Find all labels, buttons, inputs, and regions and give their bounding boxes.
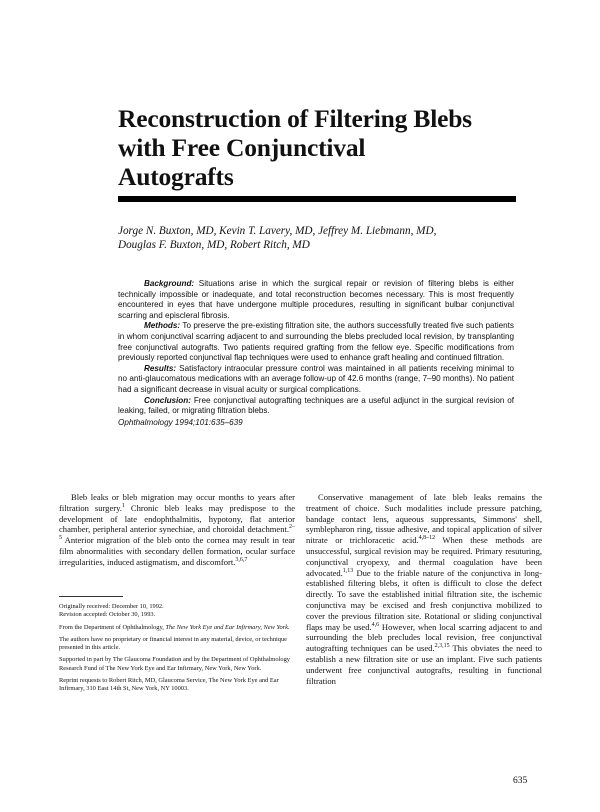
background-text: Situations arise in which the surgical repair or revision of filtering blebs is either technically impossible or inadequate, and total reconstruction becomes necessary. This is most frequently encountered in eyes that have undergone multiple procedures, resulting in significant bulbar conjunctival scarring and episcleral fibrosis.: [118, 279, 514, 320]
footnote-rule: [59, 596, 123, 597]
methods-label: Methods:: [144, 321, 181, 331]
text-segment: However, when local scarring adjacent to and surrounding the bleb precludes local revision, free conjunctival autografting techniques can be used.: [306, 621, 543, 654]
author-list: [118, 224, 538, 252]
reference-marker: 2,3,15: [434, 643, 450, 650]
text-segment: Due to the friable nature of the conjunctiva in long-established filtering blebs, it often is difficult to close the defect directly. To save the established initial filtration site, the ischemic conjunctiva may be excised and fresh conjunctiva mobilized to cover the previous filtration site. Rotational or sliding conjunctival flaps may be used.: [306, 567, 542, 632]
results-text: Satisfactory intraocular pressure control was maintained in all patients receiving minimal to no anti-glaucomatous medications with an average follow-up of 42.6 months (range, 7–90 months). No patient had a significant decrease in visual acuity or surgical complications.: [118, 363, 514, 394]
title-rule: [118, 196, 516, 202]
reference-marker: 3,6,7: [235, 556, 248, 563]
abstract-methods: [118, 321, 514, 363]
body-column-left: [59, 492, 295, 568]
body-column-right: [306, 492, 542, 686]
results-label: Results:: [144, 363, 177, 373]
text-segment: Conservative management of late bleb leaks remains the treatment of choice. Such modalities include pressure patching, bandage contact lens, aqueous suppressants, Simmons' shell, symblepharon ring, tissue adhesive, and topical application of silver nitrate or trichloracetic acid.: [306, 492, 542, 546]
text-segment: When these methods are unsuccessful, surgical revision may be required. Primary resuturing, conjunctival cryopexy, and thermal coagulation have been advocated.: [306, 535, 542, 578]
conclusion-label: Conclusion:: [144, 395, 191, 405]
abstract-citation: Ophthalmology 1994;101:635–639: [118, 417, 243, 427]
abstract: [118, 279, 514, 428]
text-segment: Anterior migration of the bleb onto the cornea may result in tear film abnormalities with secondary dellen formation, ocular surface irregularities, induced astigmatism, and discomfort.: [59, 535, 295, 567]
author-line-1: Jorge N. Buxton, MD, Kevin T. Lavery, MD, Jeffrey M. Liebmann, MD,: [118, 225, 437, 237]
abstract-results: [118, 364, 514, 396]
methods-text: To preserve the pre-existing filtration site, the authors successfully treated five such patients in whom conjunctival scarring adjacent to and surrounding the blebs precluded local revision, by transplanting free conjunctival autografts. Two patients required grafting from the fellow eye. Specific modifications from previously reported conjunctival flap techniques were used to enhance graft healing and continued filtration.: [118, 321, 514, 363]
author-line-2: Douglas F. Buxton, MD, Robert Ritch, MD: [118, 239, 310, 251]
reference-marker: 4,8–12: [418, 535, 436, 542]
revision-date: Revision accepted: October 30, 1993.: [59, 611, 156, 619]
footnote-affiliation: [59, 624, 295, 632]
footnote-dates: [59, 603, 295, 620]
paragraph-management: [306, 492, 542, 686]
footnote-reprints: Reprint requests to Robert Ritch, MD, Glaucoma Service, The New York Eye and Ear Infirmary, 310 East 14th St, New York, NY 10003.: [59, 677, 279, 693]
background-label: Background:: [144, 279, 195, 288]
conclusion-text: Free conjunctival autografting techniques are a useful adjunct in the surgical revision of leaking, failed, or migrating filtration blebs.: [118, 395, 514, 416]
title-line-1: Reconstruction of Filtering Blebs: [118, 104, 472, 133]
text-segment: Chronic bleb leaks may predispose to the development of late endophthalmitis, hypotony, flat anterior chamber, peripheral anterior synechiae, and choroidal detachment.: [59, 502, 295, 535]
abstract-background: [118, 279, 514, 321]
reference-marker: 2–5: [59, 524, 295, 542]
affiliation-prefix: From the Department of Ophthalmology,: [59, 623, 166, 631]
title-line-3: Autografts: [118, 162, 234, 191]
title-line-2: with Free Conjunctival: [118, 133, 366, 162]
footnote-interest: The authors have no proprietary or financial interest in any material, device, or technique presented in this article.: [59, 635, 288, 652]
reference-marker: 1: [121, 502, 125, 509]
article-title: [118, 104, 518, 191]
footnotes: [59, 603, 295, 698]
received-date: Originally received: December 10, 1992.: [59, 603, 164, 610]
page-number: 635: [513, 776, 528, 786]
reference-marker: 4,6: [371, 621, 380, 628]
footnote-support: Supported in part by The Glaucoma Foundation and by the Department of Ophthalmology Research Fund of The New York Eye and Ear Infirmary, New York, New York.: [59, 656, 290, 672]
abstract-conclusion: [118, 396, 514, 417]
reference-marker: 1,13: [342, 567, 354, 574]
text-segment: Bleb leaks or bleb migration may occur months to years after filtration surgery.: [59, 492, 295, 513]
affiliation-institution: The New York Eye and Ear Infirmary, New York.: [165, 623, 290, 631]
paragraph-intro: [59, 492, 295, 568]
text-segment: This obviates the need to establish a new filtration site or use an implant. Five such patients underwent free conjunctival autografts, resulting in functional filtration: [306, 643, 542, 686]
